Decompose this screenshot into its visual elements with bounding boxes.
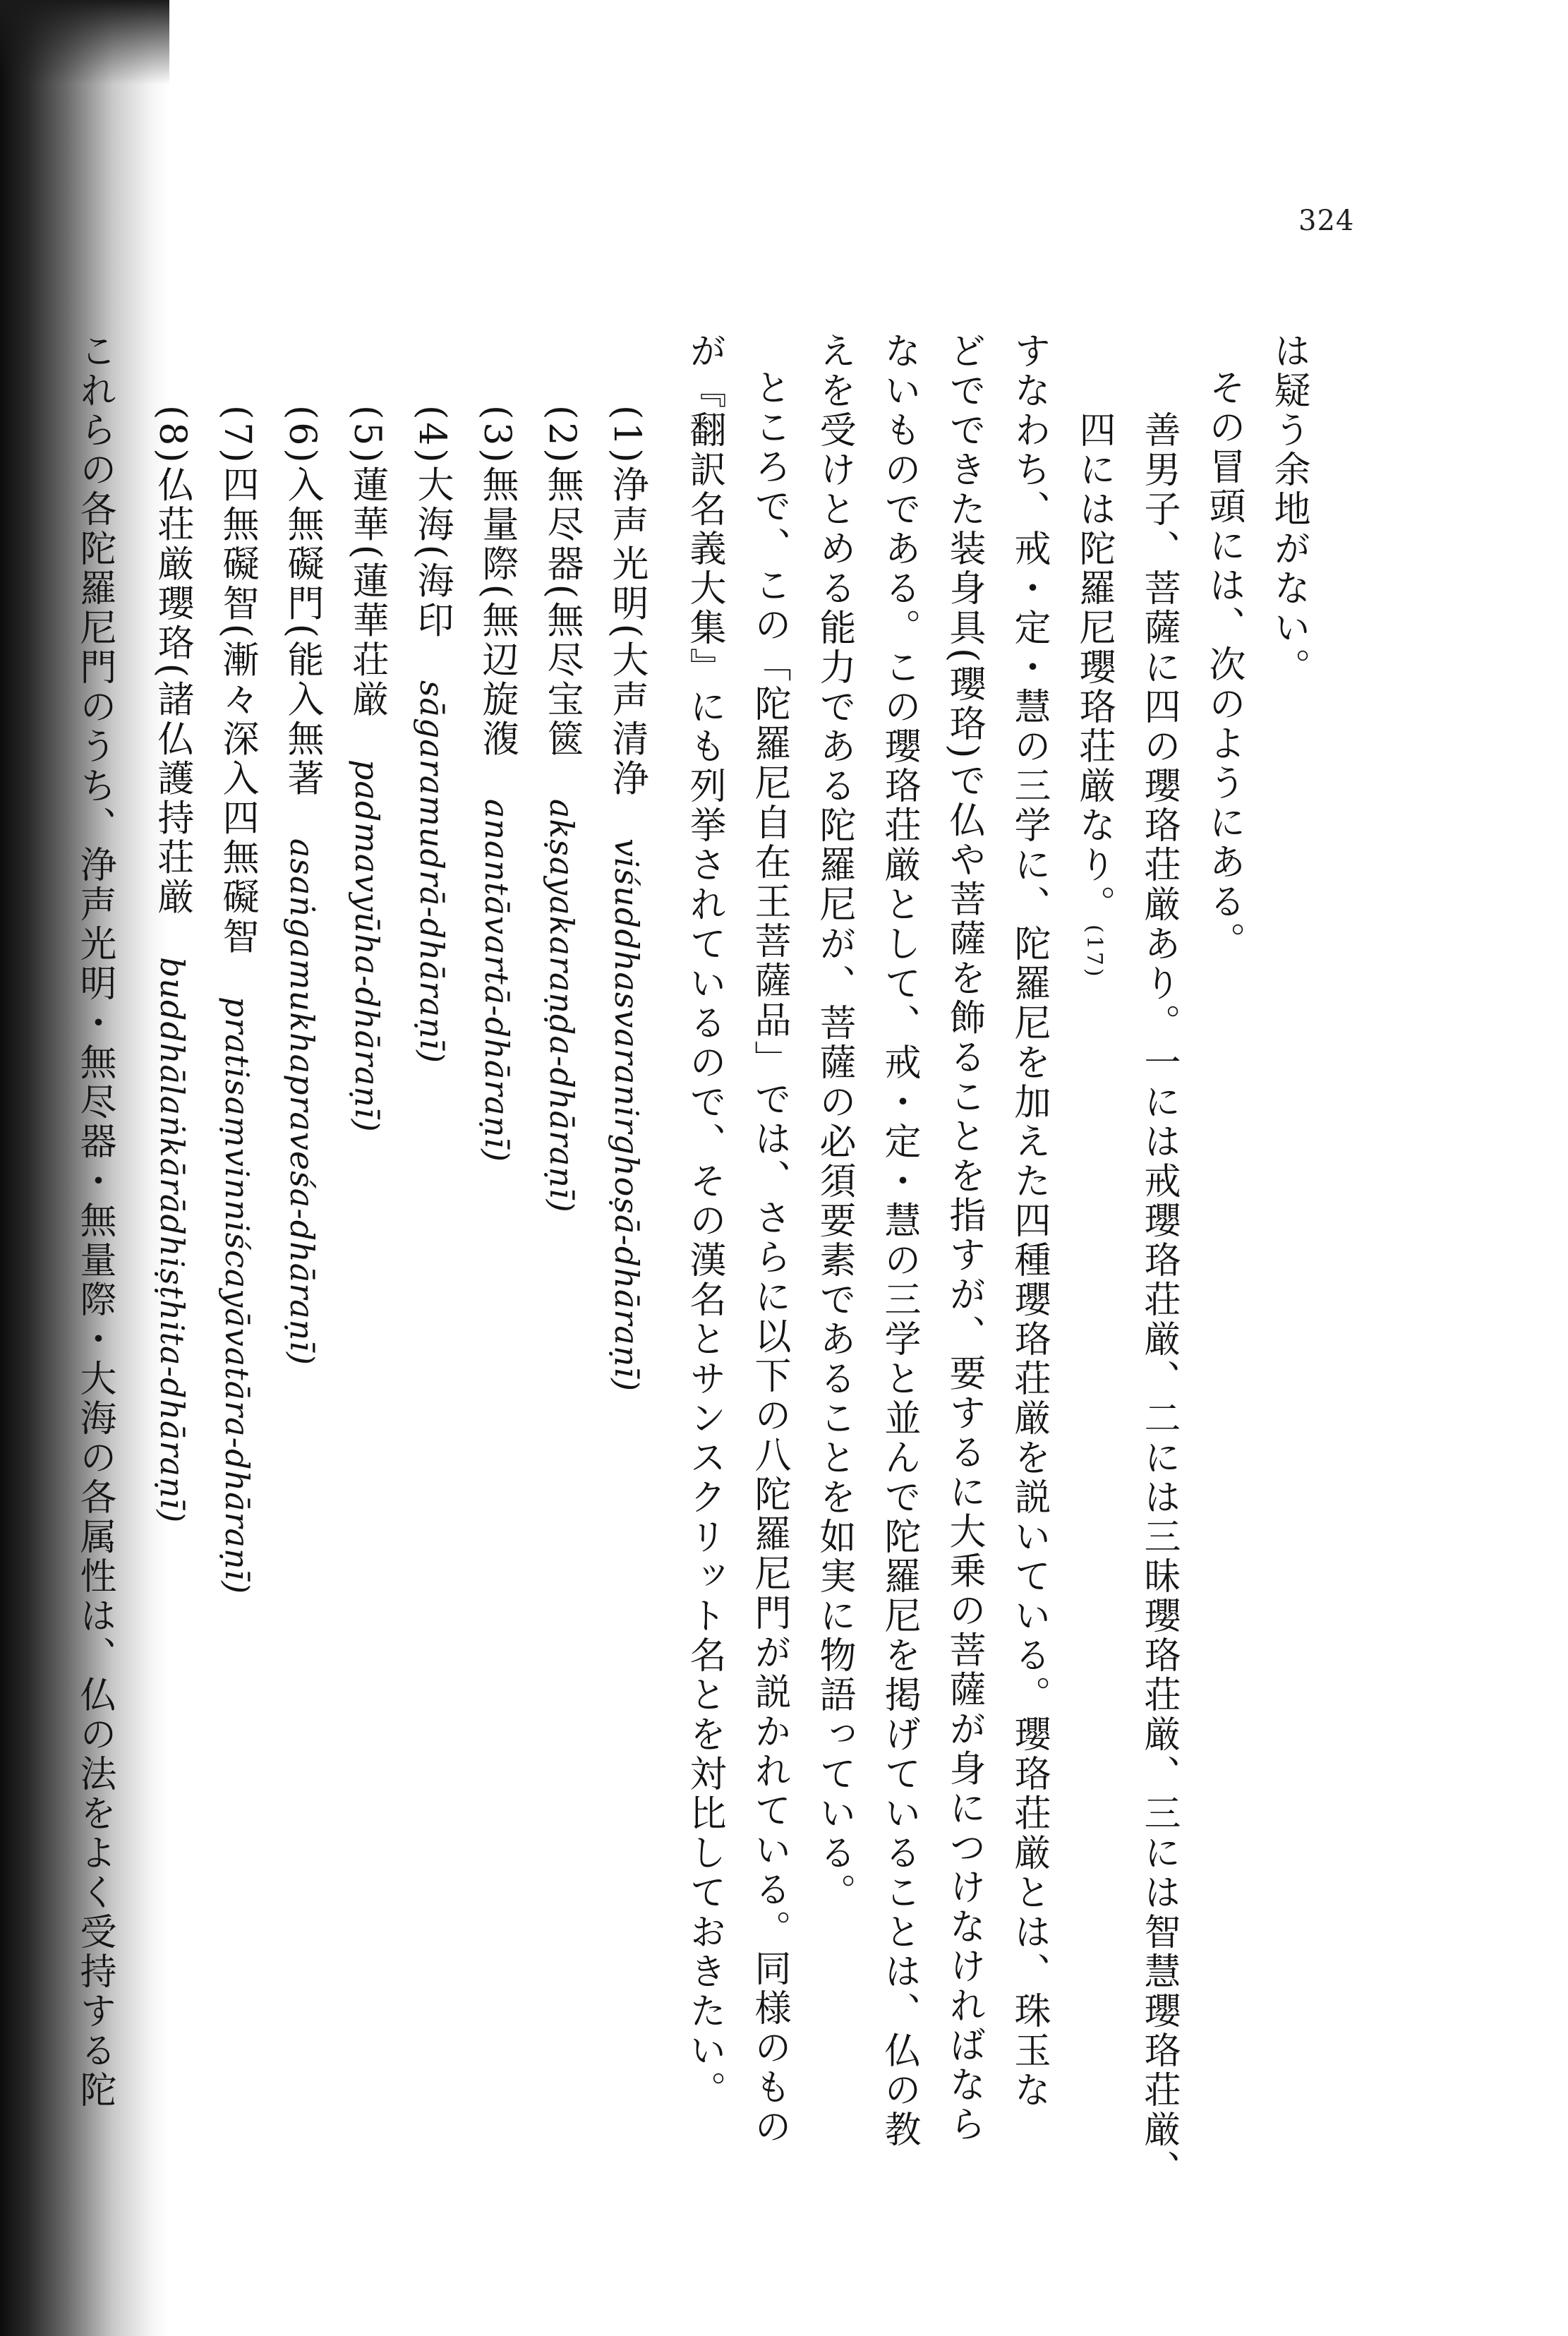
quoted-sutra-text: 四には陀羅尼瓔珞荘厳なり。 [1073, 411, 1115, 925]
quoted-sutra-line [1061, 332, 1126, 2167]
dharani-list-item [205, 332, 270, 2167]
text-column: は疑う余地がない。 [1267, 332, 1310, 687]
list-spacer [127, 332, 140, 2167]
dharani-list-item [464, 332, 529, 2167]
dharani-chinese-name: (1)浄声光明(大声清浄 [605, 405, 648, 799]
text-column: ないものである。この瓔珞荘厳として、戒・定・慧の三学と並んで陀羅尼を掲げていることは、仏の教 [878, 332, 920, 2150]
dharani-chinese-name: (2)無尽器(無尽宝篋 [541, 405, 583, 759]
dharani-sanskrit-name: sāgaramudrā-dhāraṇī) [413, 680, 451, 1064]
dharani-list-item [270, 332, 334, 2167]
dharani-chinese-name: (3)無量際(無辺旋澓 [476, 405, 518, 759]
dharani-sanskrit-name: padmavyūha-dhāraṇī) [348, 759, 386, 1133]
dharani-chinese-name: (5)蓮華(蓮華荘厳 [346, 405, 388, 720]
dharani-chinese-name: (6)入無礙門(能入無著 [281, 405, 323, 799]
page-number: 324 [1298, 205, 1355, 237]
dharani-chinese-name: (8)仏荘厳瓔珞(諸仏護持荘厳 [151, 405, 193, 917]
footnote-marker: (17) [1082, 925, 1106, 980]
text-column: すなわち、戒・定・慧の三学に、陀羅尼を加えた四種瓔珞荘厳を説いている。瓔珞荘厳とは、珠玉な [1008, 332, 1050, 2110]
dharani-sanskrit-name: anantāvartā-dhāraṇī) [478, 798, 516, 1163]
list-spacer [659, 332, 672, 2167]
dharani-chinese-name: (7)四無礙智(漸々深入四無礙智 [216, 405, 258, 957]
quoted-sutra-line: 善男子、菩薩に四の瓔珞荘厳あり。一には戒瓔珞荘厳、二には三昧瓔珞荘厳、三には智慧瓔珞荘厳、 [1138, 411, 1180, 2189]
dharani-sanskrit-name: buddhālaṅkārādhiṣṭhita-dhāraṇī) [153, 956, 191, 1524]
text-column: えを受けとめる能力である陀羅尼が、菩薩の必須要素であることを如実に物語っている。 [813, 332, 855, 1913]
text-column: ところで、この「陀羅尼自在王菩薩品」では、さらに以下の八陀羅尼門が説かれている。同様のもの [748, 368, 790, 2147]
scan-shadow-corner [0, 0, 169, 85]
dharani-list-item [529, 332, 594, 2167]
dharani-sanskrit-name: akṣayakaraṇḍa-dhāraṇī) [543, 798, 581, 1213]
dharani-list-item [140, 332, 205, 2167]
dharani-list-item [334, 332, 399, 2167]
dharani-sanskrit-name: pratisaṃvinniścayāvatāra-dhāraṇī) [218, 996, 256, 1595]
dharani-sanskrit-name: asaṅgamukhapraveśa-dhāraṇī) [283, 838, 321, 1366]
text-column: どでできた装身具(瓔珞)で仏や菩薩を飾ることを指すが、要するに大乗の菩薩が身につけなければなら [943, 332, 985, 2145]
text-column: が『翻訳名義大集』にも列挙されているので、その漢名とサンスクリット名とを対比しておきたい。 [683, 332, 725, 2110]
dharani-chinese-name: (4)大海(海印 [411, 405, 453, 641]
text-column: その冒頭には、次のようにある。 [1202, 368, 1245, 961]
dharani-sanskrit-name: viśuddhasvaranirghoṣā-dhāraṇī) [608, 838, 646, 1392]
text-column: これらの各陀羅尼門のうち、浄声光明・無尽器・無量際・大海の各属性は、仏の法をよく受持する陀 [73, 332, 116, 2110]
body-text [62, 332, 1321, 2189]
dharani-list-item [399, 332, 464, 2167]
dharani-list-item [594, 332, 659, 2167]
